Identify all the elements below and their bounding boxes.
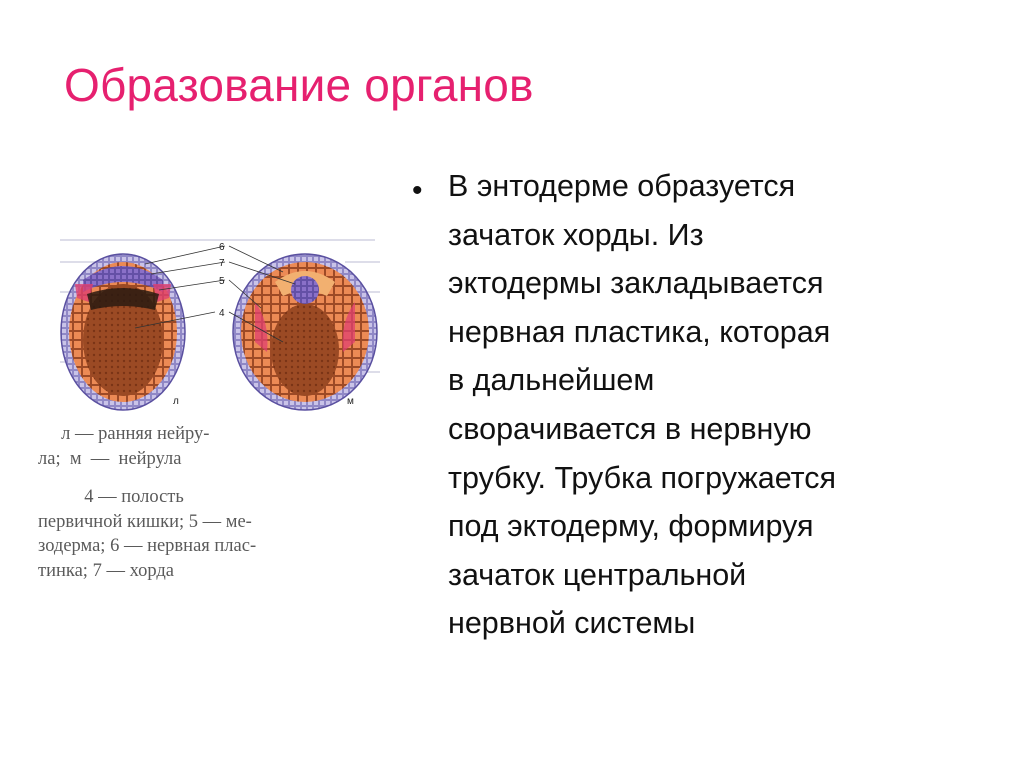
neurula — [233, 254, 377, 410]
embryo-illustration — [55, 232, 385, 412]
label-6: 6 — [219, 242, 225, 253]
bullet-line: эктодермы закладывается — [448, 266, 824, 301]
bullet-line: сворачивается в нервную — [448, 411, 812, 446]
bullet-line: в дальнейшем — [448, 363, 655, 398]
bullet-line: трубку. Трубка погружается — [448, 460, 837, 495]
caption-line: первичной кишки; 5 — ме- — [38, 511, 252, 532]
caption-line: 4 — полость — [38, 487, 184, 507]
caption-line: зодерма; 6 — нервная плас- — [38, 536, 257, 556]
caption-line: тинка; 7 — хорда — [38, 560, 174, 581]
bullet-line: зачаток центральной — [448, 557, 747, 592]
label-4: 4 — [219, 308, 225, 319]
bullet-line: зачаток хорды. Из — [448, 217, 704, 252]
slide-title: Образование органов — [64, 59, 534, 111]
bullet-line: под эктодерму, формируя — [448, 509, 814, 544]
label-5: 5 — [219, 276, 225, 287]
panel-label-m: м — [347, 396, 354, 407]
neurula-drawing — [55, 232, 385, 412]
bullet-dot-icon: • — [412, 174, 423, 207]
bullet-text — [448, 162, 1008, 648]
bullet-line: В энтодерме образуется — [448, 169, 796, 203]
panel-label-l: л — [173, 396, 179, 407]
bullet-line: нервной системы — [448, 606, 696, 641]
caption-line: л — ранняя нейру- — [38, 424, 210, 444]
caption-line: ла; м — нейрула — [38, 448, 182, 469]
figure-caption — [38, 422, 408, 583]
early-neurula — [61, 254, 185, 410]
label-7: 7 — [219, 258, 225, 269]
bullet-line: нервная пластика, которая — [448, 314, 831, 349]
